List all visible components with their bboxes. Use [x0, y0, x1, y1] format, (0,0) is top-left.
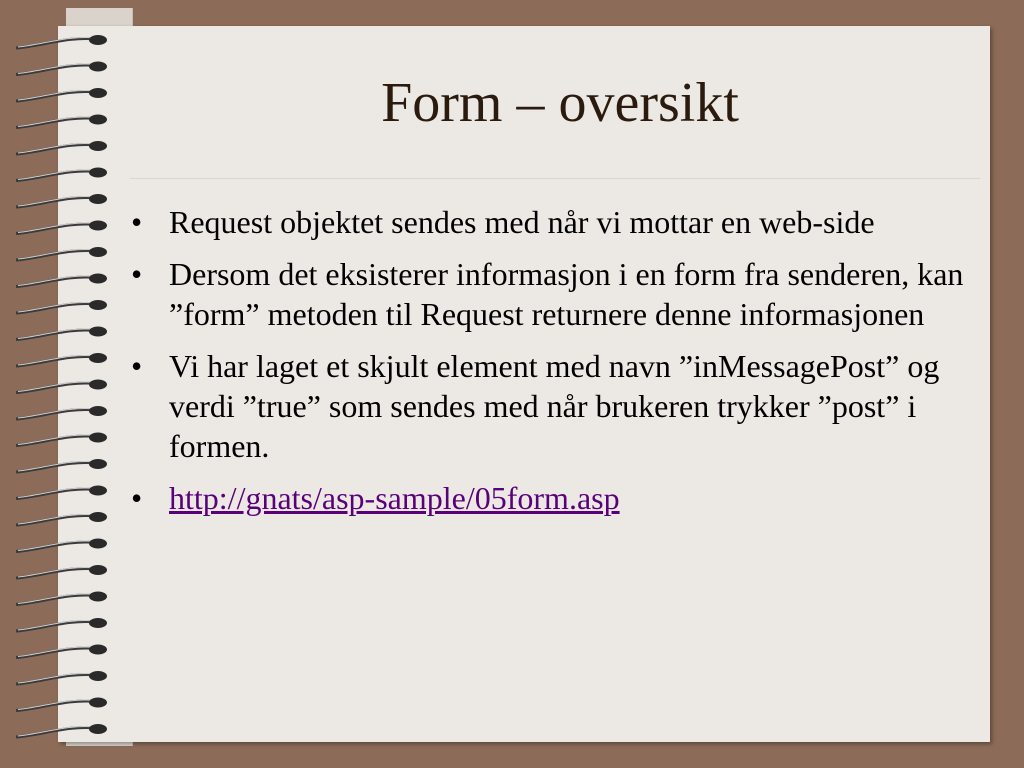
- spiral-ring: [16, 595, 96, 605]
- bullet-marker: •: [131, 256, 143, 292]
- bullet-list: [128, 202, 978, 530]
- spiral-ring: [16, 197, 96, 207]
- spiral-ring: [16, 462, 96, 472]
- spiral-ring: [16, 674, 96, 684]
- binding-hole: [89, 221, 107, 231]
- binding-hole: [89, 539, 107, 549]
- binding-hole: [89, 433, 107, 443]
- binding-hole: [89, 459, 107, 469]
- binding-hole: [89, 274, 107, 284]
- binding-hole: [89, 62, 107, 72]
- spiral-ring: [16, 648, 96, 658]
- binding-hole: [89, 35, 107, 45]
- spiral-binding-icon: [0, 0, 130, 768]
- spiral-ring: [16, 144, 96, 154]
- spiral-ring: [16, 277, 96, 287]
- sample-link[interactable]: http://gnats/asp-sample/05form.asp: [169, 480, 620, 516]
- spiral-ring: [16, 91, 96, 101]
- binding-hole: [89, 618, 107, 628]
- bullet-marker: •: [131, 480, 143, 516]
- spiral-ring: [16, 621, 96, 631]
- slide-title: Form – oversikt: [381, 72, 739, 134]
- spiral-ring: [16, 383, 96, 393]
- spiral-ring: [16, 568, 96, 578]
- spiral-ring: [16, 38, 96, 48]
- binding-hole: [89, 88, 107, 98]
- spiral-ring: [16, 250, 96, 260]
- binding-hole: [89, 671, 107, 681]
- bullet-marker: •: [131, 204, 143, 240]
- spiral-ring: [16, 171, 96, 181]
- spiral-ring: [16, 224, 96, 234]
- binding-hole: [89, 168, 107, 178]
- bullet-text: Dersom det eksisterer informasjon i en form fra senderen, kan ”form” metoden til Request returnere denne informasjonen: [169, 256, 964, 332]
- binding-hole: [89, 194, 107, 204]
- list-item: [128, 478, 978, 518]
- binding-hole: [89, 115, 107, 125]
- binding-hole: [89, 512, 107, 522]
- bullet-text: Request objektet sendes med når vi mottar en web-side: [169, 204, 875, 240]
- title-divider: [130, 178, 980, 179]
- spiral-ring: [16, 436, 96, 446]
- binding-hole: [89, 327, 107, 337]
- spiral-ring: [16, 515, 96, 525]
- spiral-ring: [16, 701, 96, 711]
- spiral-ring: [16, 356, 96, 366]
- binding-hole: [89, 645, 107, 655]
- spiral-ring: [16, 409, 96, 419]
- list-item: [128, 346, 978, 466]
- binding-hole: [89, 592, 107, 602]
- list-item: [128, 254, 978, 334]
- spiral-ring: [16, 330, 96, 340]
- spiral-ring: [16, 118, 96, 128]
- spiral-ring: [16, 542, 96, 552]
- binding-hole: [89, 300, 107, 310]
- bullet-marker: •: [131, 348, 143, 384]
- list-item: [128, 202, 978, 242]
- spiral-ring: [16, 303, 96, 313]
- binding-hole: [89, 565, 107, 575]
- bullet-text: Vi har laget et skjult element med navn ”inMessagePost” og verdi ”true” som sendes med når brukeren trykker ”post” i formen.: [169, 348, 940, 464]
- binding-hole: [89, 486, 107, 496]
- binding-hole: [89, 353, 107, 363]
- binding-hole: [89, 724, 107, 734]
- binding-hole: [89, 380, 107, 390]
- binding-hole: [89, 698, 107, 708]
- spiral-ring: [16, 727, 96, 737]
- binding-hole: [89, 141, 107, 151]
- binding-hole: [89, 406, 107, 416]
- spiral-ring: [16, 65, 96, 75]
- binding-hole: [89, 247, 107, 257]
- spiral-ring: [16, 489, 96, 499]
